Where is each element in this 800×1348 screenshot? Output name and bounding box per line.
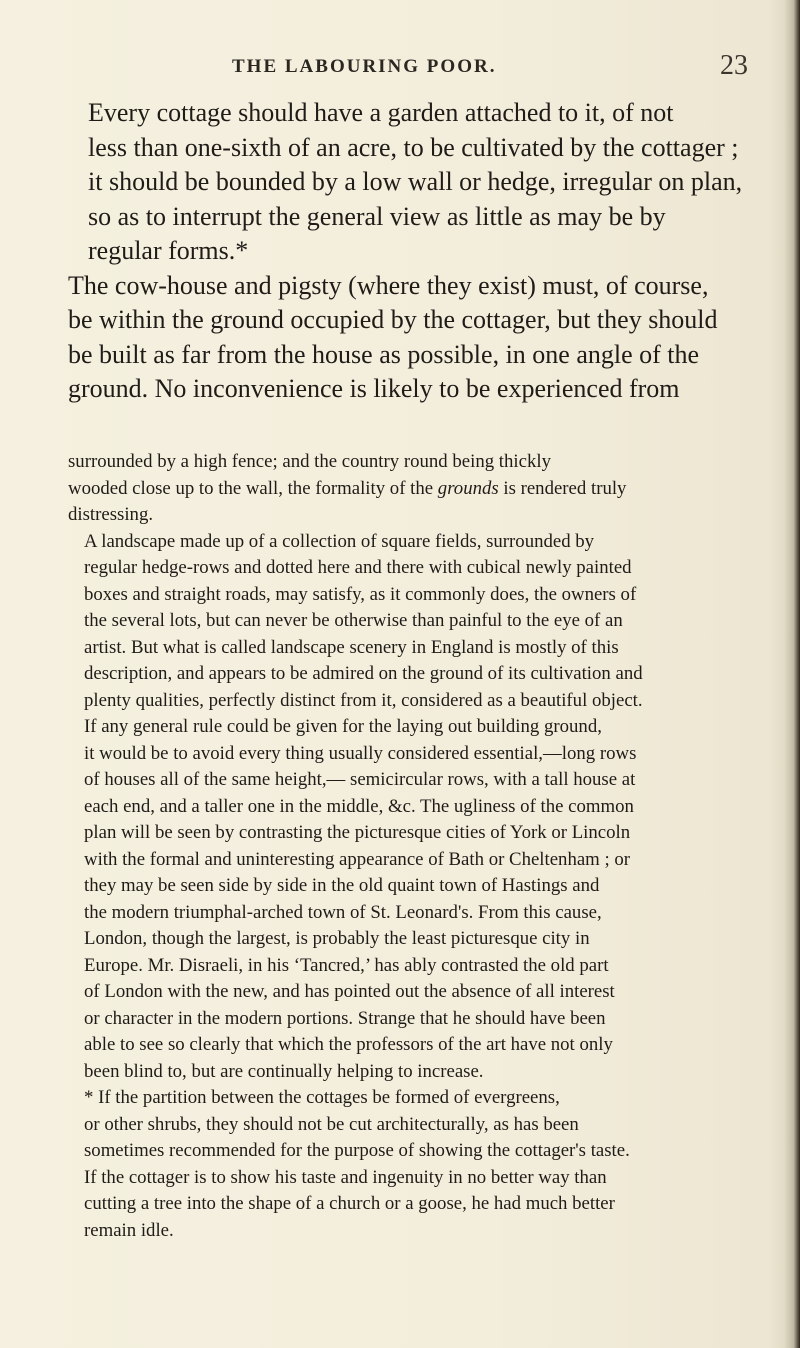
footnote-line: plan will be seen by contrasting the picturesque cities of York or Lincoln [84, 822, 631, 843]
footnote-paragraph-asterisk [68, 1085, 754, 1244]
text-line: be built as far from the house as possible, in one angle of the [68, 339, 700, 369]
footnote-line: or other shrubs, they should not be cut architecturally, as has been [84, 1113, 579, 1135]
footnote-line: If any general rule could be given for the laying out building ground, [84, 716, 602, 737]
footnote-line: been blind to, but are continually helping to increase. [84, 1060, 484, 1082]
text-line: regular forms.* [88, 236, 249, 265]
footnote-italic-text: grounds [437, 477, 499, 499]
footnote-line: they may be seen side by side in the old quaint town of Hastings and [84, 875, 600, 896]
text-line: be within the ground occupied by the cottager, but they should [68, 305, 718, 334]
footnote-line: or character in the modern portions. Strange that he should have been [84, 1007, 606, 1029]
text-line: less than one-sixth of an acre, to be cultivated by the cottager ; [88, 132, 739, 162]
text-line: so as to interrupt the general view as little as may be by [88, 201, 666, 231]
footnote-line: surrounded by a high fence; and the country round being thickly [68, 451, 551, 472]
footnotes [68, 449, 754, 1244]
footnote-line: distressing. [68, 504, 154, 525]
footnote-line: boxes and straight roads, may satisfy, as it commonly does, the owners of [84, 583, 637, 605]
footnote-paragraph-building-rule [68, 714, 754, 1085]
footnote-line: the modern triumphal-arched town of St. Leonard's. From this cause, [84, 901, 602, 923]
footnote-line: remain idle. [84, 1219, 174, 1241]
footnote-line: able to see so clearly that which the professors of the art have not only [84, 1034, 613, 1055]
page-number: 23 [720, 50, 748, 81]
footnote-line: London, though the largest, is probably the least picturesque city in [84, 928, 590, 949]
footnote-line: of London with the new, and has pointed out the absence of all interest [84, 981, 615, 1002]
main-paragraph-garden [68, 96, 754, 269]
footnote-line: cutting a tree into the shape of a church or a goose, he had much better [84, 1193, 615, 1214]
text-line: ground. No inconvenience is likely to be experienced from [68, 374, 680, 403]
footnote-line: it would be to avoid every thing usually considered essential,—long rows [84, 742, 637, 764]
footnote-paragraph-landscape [68, 529, 754, 715]
footnote-continuation [68, 449, 754, 529]
footnote-line: each end, and a taller one in the middle, &c. The ugliness of the common [84, 795, 634, 817]
main-text [68, 96, 754, 407]
footnote-line: plenty qualities, perfectly distinct from it, considered as a beautiful object. [84, 689, 643, 711]
running-title: THE LABOURING POOR. [232, 56, 497, 77]
text-line: Every cottage should have a garden attached to it, of not [88, 98, 674, 127]
footnote-line: Europe. Mr. Disraeli, in his ‘Tancred,’ has ably contrasted the old part [84, 954, 609, 976]
footnote-line: regular hedge-rows and dotted here and there with cubical newly painted [84, 557, 632, 578]
footnote-line: sometimes recommended for the purpose of showing the cottager's taste. [84, 1140, 630, 1161]
text-line: The cow-house and pigsty (where they exist) must, of course, [68, 270, 709, 300]
main-paragraph-cowhouse [68, 269, 754, 407]
footnote-line: A landscape made up of a collection of square fields, surrounded by [84, 530, 595, 552]
footnote-text: wooded close up to the wall, the formality of the [68, 477, 438, 499]
footnote-line: the several lots, but can never be otherwise than painful to the eye of an [84, 610, 623, 631]
footnote-line: of houses all of the same height,— semicircular rows, with a tall house at [84, 769, 636, 790]
footnote-line: artist. But what is called landscape scenery in England is mostly of this [84, 636, 619, 658]
footnote-text: is rendered truly [498, 477, 627, 499]
footnote-line: * If the partition between the cottages be formed of evergreens, [84, 1087, 560, 1108]
footnote-line: If the cottager is to show his taste and ingenuity in no better way than [84, 1166, 607, 1188]
footnote-line [68, 476, 754, 503]
footnote-line: with the formal and uninteresting appearance of Bath or Cheltenham ; or [84, 848, 631, 870]
page-edge-shadow [784, 0, 800, 1348]
page-header [0, 50, 800, 88]
text-line: it should be bounded by a low wall or hedge, irregular on plan, [88, 167, 743, 196]
footnote-line: description, and appears to be admired on the ground of its cultivation and [84, 663, 643, 684]
